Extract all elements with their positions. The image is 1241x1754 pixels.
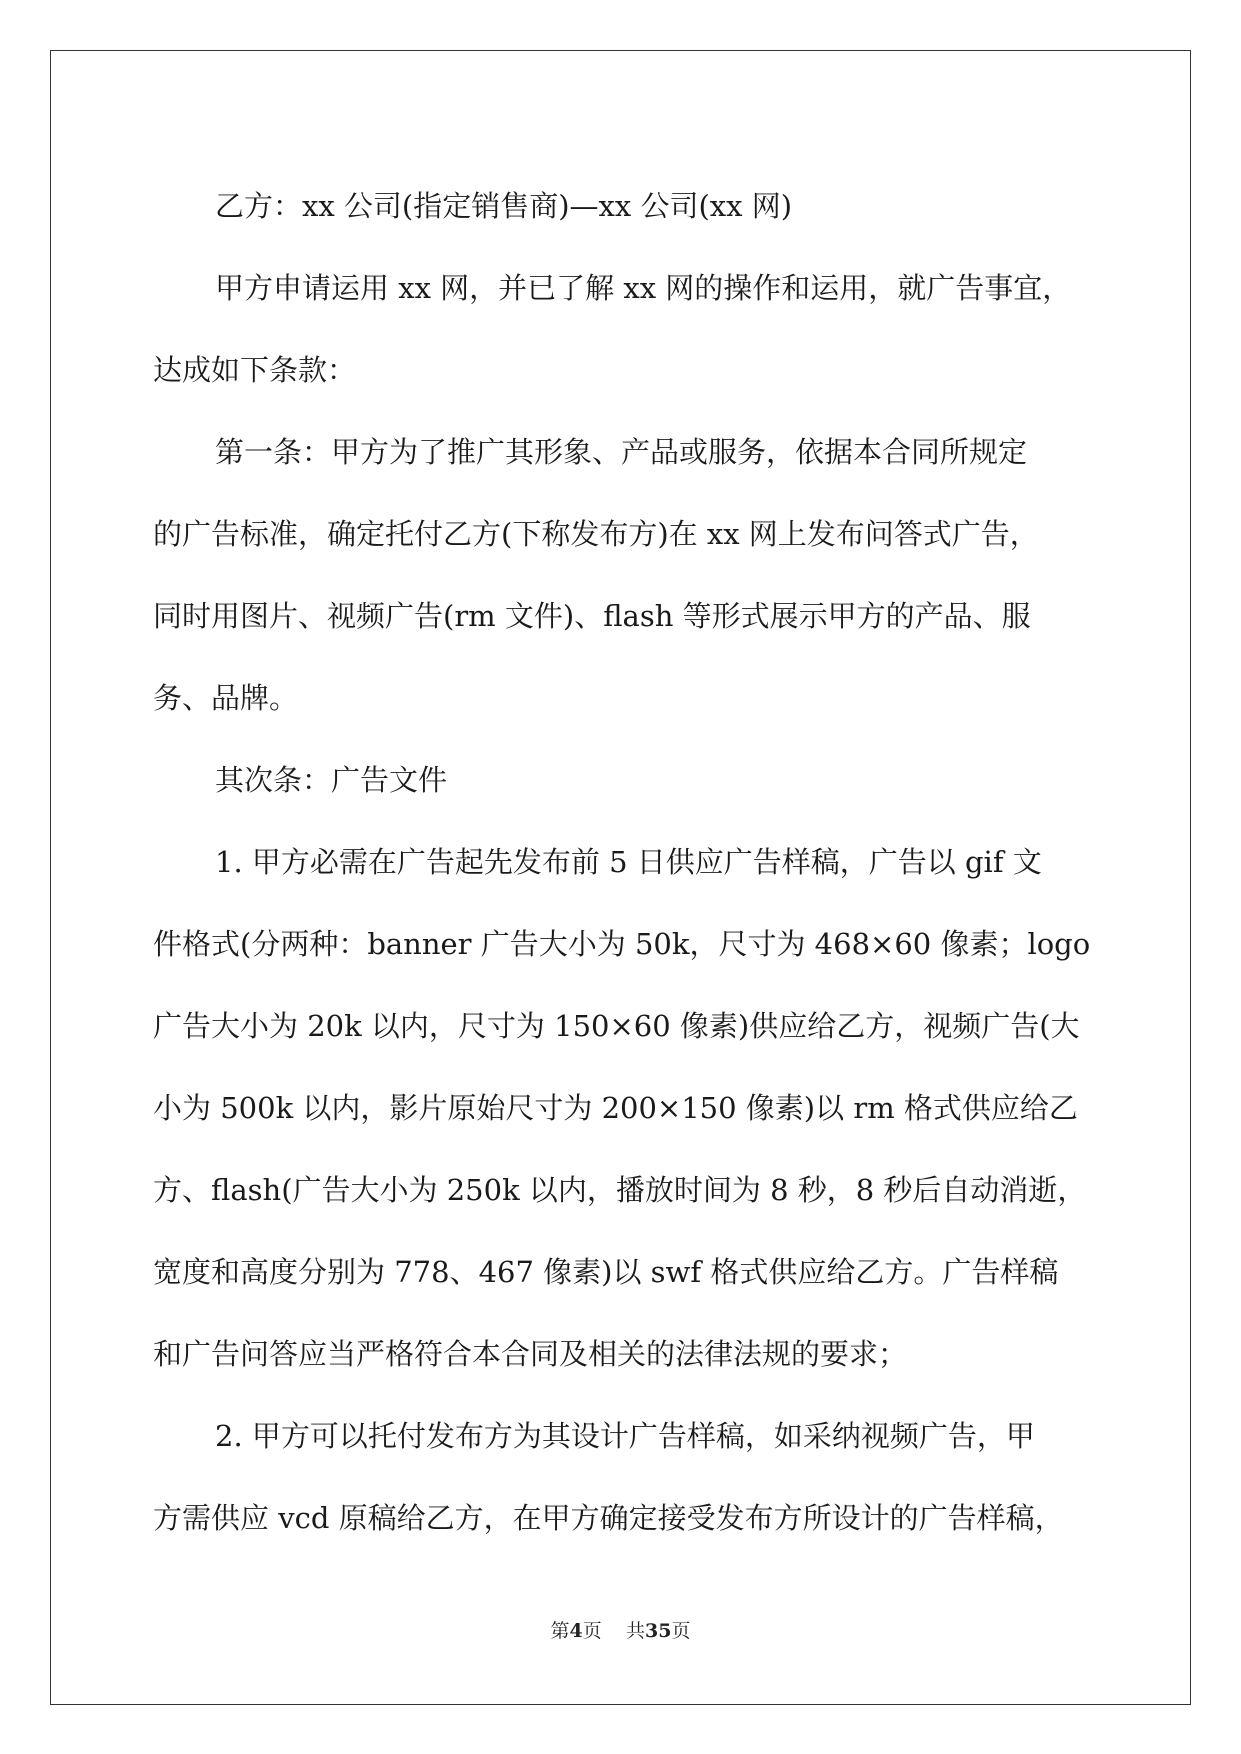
text-line: 1. 甲方必需在广告起先发布前 5 日供应广告样稿，广告以 gif 文 [215, 845, 1042, 879]
text-line: 方、flash(广告大小为 250k 以内，播放时间为 8 秒，8 秒后自动消逝， [153, 1173, 1087, 1207]
page-number: 4 [569, 1620, 583, 1642]
text-line: 件格式(分两种：banner 广告大小为 50k，尺寸为 468×60 像素；logo [153, 927, 1091, 961]
text-line: 方需供应 vcd 原稿给乙方，在甲方确定接受发布方所设计的广告样稿， [153, 1501, 1064, 1535]
text-line: 小为 500k 以内，影片原始尺寸为 200×150 像素)以 rm 格式供应给乙 [153, 1091, 1078, 1125]
document-body [153, 165, 1091, 1559]
total-pages: 35 [644, 1620, 672, 1642]
page-unit: 页 [582, 1620, 602, 1642]
text-line: 第一条：甲方为了推广其形象、产品或服务，依据本合同所规定 [215, 435, 1028, 469]
total-prefix: 共 [625, 1620, 645, 1642]
text-line: 的广告标准，确定托付乙方(下称发布方)在 xx 网上发布问答式广告， [153, 517, 1039, 551]
text-line: 务、品牌。 [153, 681, 299, 715]
text-line: 达成如下条款： [153, 353, 357, 387]
page-footer [0, 1616, 1241, 1643]
text-line: 宽度和高度分别为 778、467 像素)以 swf 格式供应给乙方。广告样稿 [153, 1255, 1059, 1289]
text-line: 甲方申请运用 xx 网，并已了解 xx 网的操作和运用，就广告事宜， [215, 271, 1072, 305]
text-line: 其次条：广告文件 [215, 763, 448, 797]
text-line: 同时用图片、视频广告(rm 文件)、flash 等形式展示甲方的产品、服 [153, 599, 1031, 633]
text-line: 和广告问答应当严格符合本合同及相关的法律法规的要求； [153, 1337, 908, 1371]
text-line: 2. 甲方可以托付发布方为其设计广告样稿，如采纳视频广告，甲 [215, 1419, 1035, 1453]
text-line: 广告大小为 20k 以内，尺寸为 150×60 像素)供应给乙方，视频广告(大 [153, 1009, 1080, 1043]
page-prefix: 第 [550, 1620, 570, 1642]
text-line: 乙方：xx 公司(指定销售商)—xx 公司(xx 网) [215, 189, 793, 223]
total-unit: 页 [671, 1620, 691, 1642]
